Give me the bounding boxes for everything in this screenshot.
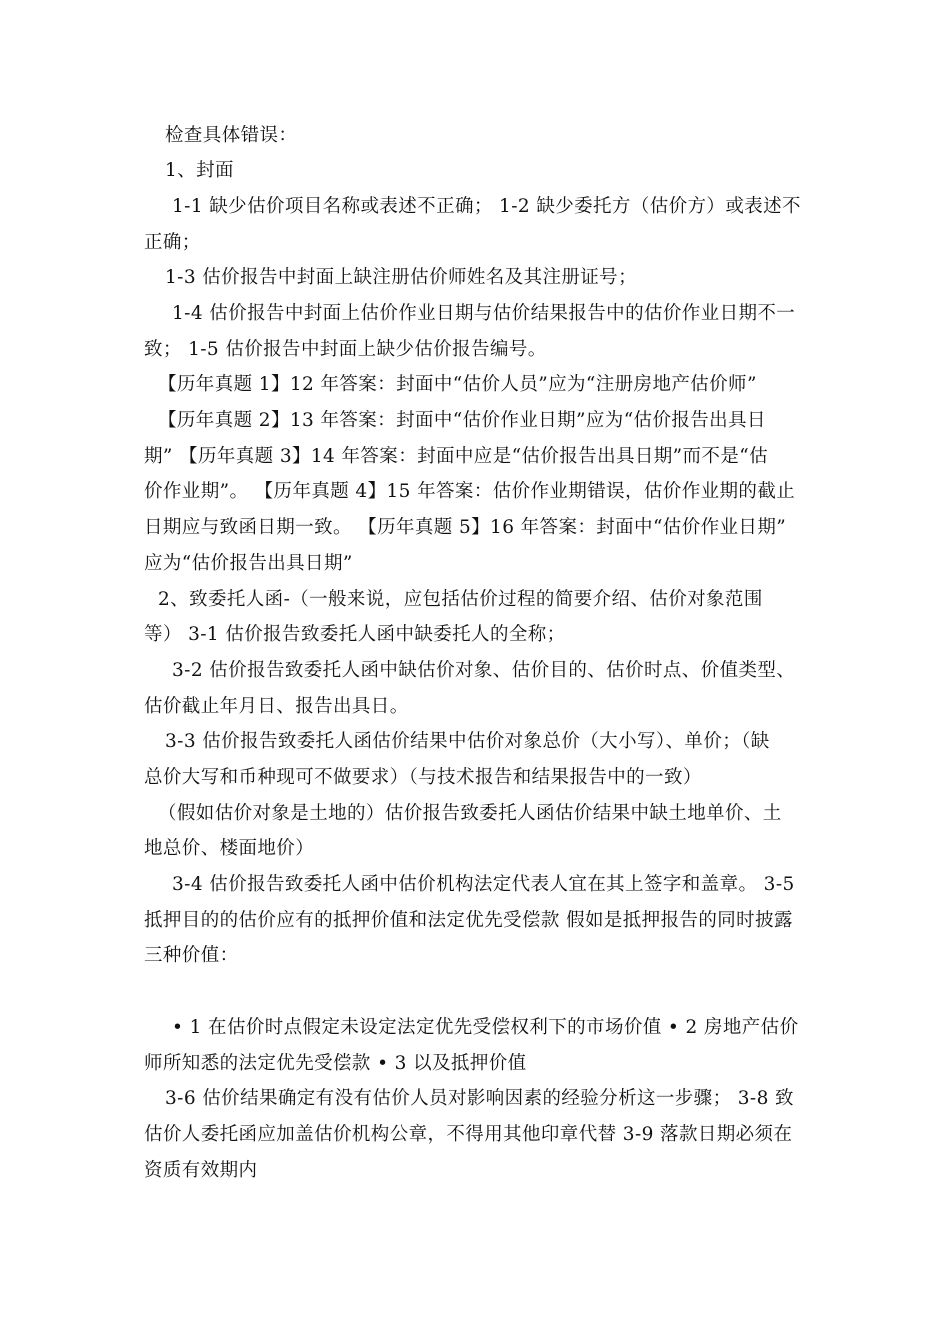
- text-line: 日期应与致函日期一致。 【历年真题 5】16 年答案：封面中“估价作业日期”: [144, 517, 787, 538]
- text-line: 正确；: [144, 232, 201, 253]
- bullet-line: 师所知悉的法定优先受偿款 • 3 以及抵押价值: [144, 1053, 527, 1074]
- text-line: 期” 【历年真题 3】14 年答案：封面中应是“估价报告出具日期”而不是“估: [144, 446, 768, 467]
- text-line: 1-3 估价报告中封面上缺注册估价师姓名及其注册证号；: [165, 267, 637, 288]
- item-heading: 1、封面: [165, 160, 234, 181]
- text-line: 3-2 估价报告致委托人函中缺估价对象、估价目的、估价时点、价值类型、: [172, 660, 796, 681]
- text-line: 估价截止年月日、报告出具日。: [144, 696, 409, 717]
- text-line: 应为“估价报告出具日期”: [144, 553, 353, 574]
- text-line: 【历年真题 2】13 年答案：封面中“估价作业日期”应为“估价报告出具日: [158, 410, 766, 431]
- text-line: 价作业期”。 【历年真题 4】15 年答案：估价作业期错误，估价作业期的截止: [144, 481, 796, 502]
- text-line: 3-3 估价报告致委托人函估价结果中估价对象总价（大小写）、单价；（缺: [165, 731, 770, 752]
- bullet-line: • 1 在估价时点假定未设定法定优先受偿权利下的市场价值 • 2 房地产估价: [172, 1017, 799, 1038]
- text-line: 三种价值：: [144, 945, 239, 966]
- text-line: 1-4 估价报告中封面上估价作业日期与估价结果报告中的估价作业日期不一: [172, 303, 796, 324]
- text-line: 致； 1-5 估价报告中封面上缺少估价报告编号。: [144, 339, 547, 360]
- text-line: 估价人委托函应加盖估价机构公章，不得用其他印章代替 3-9 落款日期必须在: [144, 1124, 793, 1145]
- text-line: 【历年真题 1】12 年答案：封面中“估价人员”应为“注册房地产估价师”: [158, 374, 757, 395]
- text-line: 抵押目的的估价应有的抵押价值和法定优先受偿款 假如是抵押报告的同时披露: [144, 910, 793, 931]
- item-heading: 2、致委托人函-（一般来说，应包括估价过程的简要介绍、估价对象范围: [158, 589, 763, 610]
- text-line: 地总价、楼面地价）: [144, 838, 315, 859]
- text-line: 1-1 缺少估价项目名称或表述不正确； 1-2 缺少委托方（估价方）或表述不: [172, 196, 801, 217]
- text-line: （假如估价对象是土地的）估价报告致委托人函估价结果中缺土地单价、土: [158, 803, 782, 824]
- text-line: 资质有效期内: [144, 1160, 258, 1181]
- text-line: 等） 3-1 估价报告致委托人函中缺委托人的全称；: [144, 624, 566, 645]
- text-line: 3-6 估价结果确定有没有估价人员对影响因素的经验分析这一步骤； 3-8 致: [165, 1088, 794, 1109]
- text-line: 3-4 估价报告致委托人函中估价机构法定代表人宜在其上签字和盖章。 3-5: [172, 874, 795, 895]
- section-heading: 检查具体错误：: [165, 125, 298, 146]
- text-line: 总价大写和币种现可不做要求）（与技术报告和结果报告中的一致）: [144, 767, 702, 788]
